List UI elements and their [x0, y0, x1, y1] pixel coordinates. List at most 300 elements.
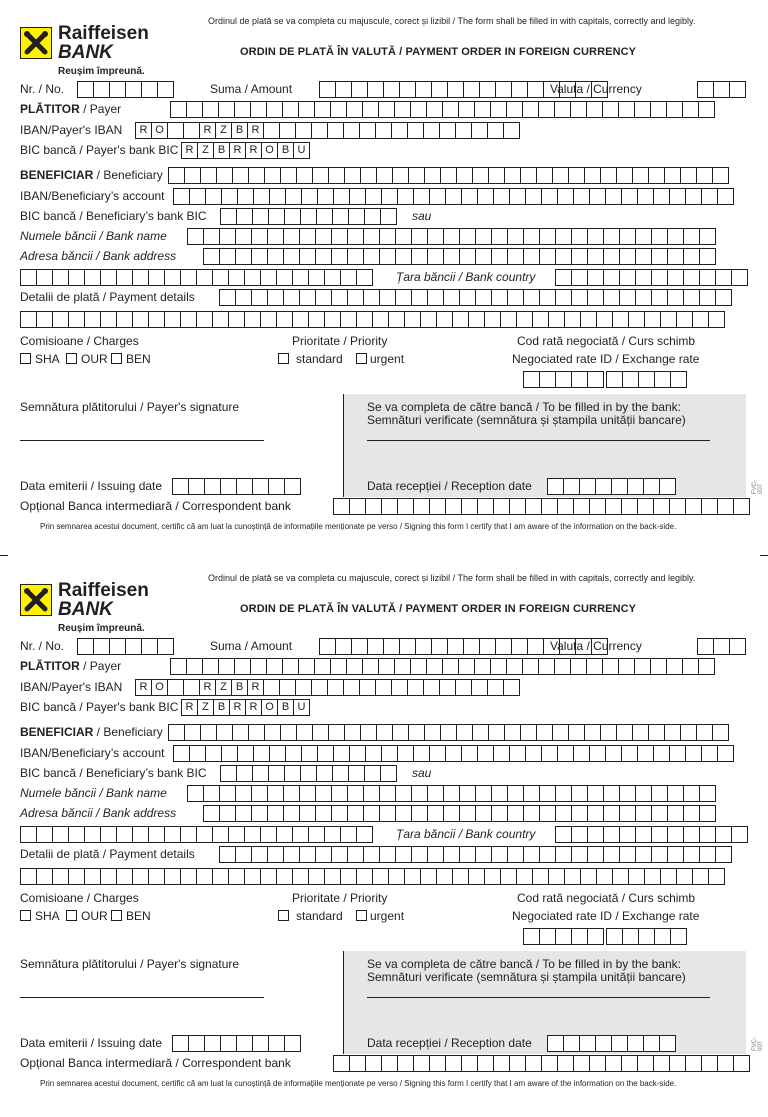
payment-details-line2-field[interactable]: [20, 311, 725, 328]
input-box[interactable]: [589, 745, 606, 762]
input-box[interactable]: [568, 167, 585, 184]
input-box[interactable]: [356, 311, 373, 328]
input-box[interactable]: [532, 311, 549, 328]
input-box[interactable]: [347, 248, 364, 265]
input-box[interactable]: [600, 724, 617, 741]
input-box[interactable]: [315, 805, 332, 822]
charge-our-checkbox[interactable]: [66, 353, 77, 364]
input-box[interactable]: [602, 101, 619, 118]
bank-country-field[interactable]: [555, 269, 748, 286]
input-box[interactable]: [189, 188, 206, 205]
input-box[interactable]: [685, 498, 702, 515]
input-box[interactable]: [504, 167, 521, 184]
input-box[interactable]: [292, 868, 309, 885]
input-box[interactable]: [429, 498, 446, 515]
input-box[interactable]: [420, 311, 437, 328]
input-box[interactable]: [252, 765, 269, 782]
input-box[interactable]: [458, 101, 475, 118]
input-box[interactable]: [300, 765, 317, 782]
priority-urgent-checkbox[interactable]: [356, 353, 367, 364]
input-box[interactable]: [733, 1055, 750, 1072]
input-box[interactable]: [442, 658, 459, 675]
input-box[interactable]: [570, 101, 587, 118]
input-box[interactable]: [603, 826, 620, 843]
input-box[interactable]: [635, 228, 652, 245]
input-box[interactable]: [68, 826, 85, 843]
input-box[interactable]: [267, 289, 284, 306]
input-box[interactable]: [395, 846, 412, 863]
input-box[interactable]: [116, 868, 133, 885]
input-box[interactable]: [555, 371, 572, 388]
input-box[interactable]: [381, 498, 398, 515]
input-box[interactable]: [381, 1055, 398, 1072]
input-box[interactable]: R: [135, 122, 152, 139]
input-box[interactable]: [698, 101, 715, 118]
input-box[interactable]: [507, 785, 524, 802]
input-box[interactable]: [683, 785, 700, 802]
input-box[interactable]: [292, 311, 309, 328]
charge-ben-checkbox[interactable]: [111, 353, 122, 364]
input-box[interactable]: [360, 167, 377, 184]
input-box[interactable]: [267, 248, 284, 265]
input-box[interactable]: [186, 658, 203, 675]
input-box[interactable]: [490, 658, 507, 675]
input-box[interactable]: [536, 724, 553, 741]
payment-details-line2-field[interactable]: [20, 868, 725, 885]
input-box[interactable]: [603, 269, 620, 286]
rate-id-field[interactable]: [523, 371, 604, 388]
input-box[interactable]: [327, 122, 344, 139]
input-box[interactable]: [547, 1035, 564, 1052]
input-box[interactable]: [411, 785, 428, 802]
input-box[interactable]: [263, 679, 280, 696]
input-box[interactable]: [184, 167, 201, 184]
input-box[interactable]: [251, 805, 268, 822]
input-box[interactable]: [635, 846, 652, 863]
input-box[interactable]: [539, 248, 556, 265]
input-box[interactable]: [391, 679, 408, 696]
input-box[interactable]: [511, 638, 528, 655]
input-box[interactable]: [218, 101, 235, 118]
input-box[interactable]: [627, 1035, 644, 1052]
input-box[interactable]: [324, 868, 341, 885]
input-box[interactable]: [391, 122, 408, 139]
input-box[interactable]: [299, 228, 316, 245]
beneficiary-account-field[interactable]: [173, 745, 734, 762]
input-box[interactable]: [539, 928, 556, 945]
input-box[interactable]: [653, 188, 670, 205]
input-box[interactable]: [392, 167, 409, 184]
input-box[interactable]: [699, 269, 716, 286]
input-box[interactable]: [634, 658, 651, 675]
input-box[interactable]: [300, 208, 317, 225]
input-box[interactable]: [557, 1055, 574, 1072]
input-box[interactable]: [525, 1055, 542, 1072]
input-box[interactable]: [252, 1035, 269, 1052]
input-box[interactable]: [218, 658, 235, 675]
input-box[interactable]: [491, 805, 508, 822]
input-box[interactable]: R: [181, 142, 198, 159]
input-box[interactable]: [170, 658, 187, 675]
input-box[interactable]: [621, 498, 638, 515]
input-box[interactable]: [541, 498, 558, 515]
input-box[interactable]: [276, 269, 293, 286]
input-box[interactable]: [427, 289, 444, 306]
input-box[interactable]: [280, 724, 297, 741]
priority-standard-checkbox[interactable]: [278, 353, 289, 364]
input-box[interactable]: [692, 311, 709, 328]
input-box[interactable]: [235, 228, 252, 245]
input-box[interactable]: [172, 1035, 189, 1052]
input-box[interactable]: [269, 188, 286, 205]
input-box[interactable]: B: [213, 142, 230, 159]
input-box[interactable]: [651, 826, 668, 843]
input-box[interactable]: [379, 228, 396, 245]
input-box[interactable]: [621, 745, 638, 762]
input-box[interactable]: [68, 311, 85, 328]
input-box[interactable]: [264, 167, 281, 184]
input-box[interactable]: [411, 289, 428, 306]
input-box[interactable]: [332, 765, 349, 782]
input-box[interactable]: [587, 289, 604, 306]
input-box[interactable]: [429, 1055, 446, 1072]
input-box[interactable]: [116, 826, 133, 843]
input-box[interactable]: [266, 101, 283, 118]
input-box[interactable]: [260, 868, 277, 885]
input-box[interactable]: [344, 167, 361, 184]
input-box[interactable]: [340, 269, 357, 286]
input-box[interactable]: [423, 679, 440, 696]
input-box[interactable]: [682, 658, 699, 675]
correspondent-bank-field[interactable]: [333, 1055, 750, 1072]
input-box[interactable]: [343, 122, 360, 139]
input-box[interactable]: [579, 1035, 596, 1052]
input-box[interactable]: [637, 1055, 654, 1072]
input-box[interactable]: [205, 745, 222, 762]
input-box[interactable]: [279, 122, 296, 139]
beneficiary-field[interactable]: [168, 724, 729, 741]
input-box[interactable]: [279, 679, 296, 696]
input-box[interactable]: [511, 81, 528, 98]
input-box[interactable]: [603, 228, 620, 245]
input-box[interactable]: [541, 745, 558, 762]
input-box[interactable]: [619, 289, 636, 306]
input-box[interactable]: [424, 167, 441, 184]
input-box[interactable]: [628, 868, 645, 885]
nr-field[interactable]: [77, 81, 174, 98]
input-box[interactable]: [395, 228, 412, 245]
input-box[interactable]: [244, 311, 261, 328]
input-box[interactable]: [394, 658, 411, 675]
input-box[interactable]: [600, 167, 617, 184]
input-box[interactable]: [539, 785, 556, 802]
input-box[interactable]: [410, 658, 427, 675]
input-box[interactable]: [148, 826, 165, 843]
input-box[interactable]: [539, 371, 556, 388]
input-box[interactable]: [605, 1055, 622, 1072]
input-box[interactable]: [221, 188, 238, 205]
charge-sha-checkbox[interactable]: [20, 353, 31, 364]
input-box[interactable]: [220, 1035, 237, 1052]
input-box[interactable]: [347, 785, 364, 802]
input-box[interactable]: [236, 208, 253, 225]
input-box[interactable]: [252, 478, 269, 495]
input-box[interactable]: [500, 311, 517, 328]
input-box[interactable]: [637, 745, 654, 762]
input-box[interactable]: [404, 311, 421, 328]
input-box[interactable]: [408, 167, 425, 184]
input-box[interactable]: [186, 101, 203, 118]
input-box[interactable]: [276, 868, 293, 885]
input-box[interactable]: [557, 498, 574, 515]
input-box[interactable]: [315, 228, 332, 245]
input-box[interactable]: [680, 167, 697, 184]
input-box[interactable]: [701, 1055, 718, 1072]
input-box[interactable]: [36, 826, 53, 843]
input-box[interactable]: [539, 805, 556, 822]
beneficiary-field[interactable]: [168, 167, 729, 184]
input-box[interactable]: [579, 478, 596, 495]
input-box[interactable]: [568, 724, 585, 741]
bank-name-field[interactable]: [187, 228, 716, 245]
input-box[interactable]: [164, 269, 181, 286]
input-box[interactable]: [392, 724, 409, 741]
input-box[interactable]: [349, 498, 366, 515]
input-box[interactable]: [713, 81, 730, 98]
input-box[interactable]: [429, 745, 446, 762]
input-box[interactable]: [285, 188, 302, 205]
input-box[interactable]: [667, 269, 684, 286]
input-box[interactable]: [349, 188, 366, 205]
input-box[interactable]: [717, 1055, 734, 1072]
input-box[interactable]: [644, 311, 661, 328]
input-box[interactable]: [301, 745, 318, 762]
input-box[interactable]: [372, 868, 389, 885]
input-box[interactable]: [632, 167, 649, 184]
input-box[interactable]: [557, 745, 574, 762]
input-box[interactable]: [455, 679, 472, 696]
input-box[interactable]: [541, 188, 558, 205]
input-box[interactable]: [170, 101, 187, 118]
charge-ben-checkbox[interactable]: [111, 910, 122, 921]
input-box[interactable]: [696, 724, 713, 741]
input-box[interactable]: [379, 248, 396, 265]
input-box[interactable]: [20, 826, 37, 843]
input-box[interactable]: [685, 188, 702, 205]
input-box[interactable]: [555, 846, 572, 863]
input-box[interactable]: [380, 208, 397, 225]
input-box[interactable]: [167, 679, 184, 696]
input-box[interactable]: [459, 785, 476, 802]
input-box[interactable]: [260, 311, 277, 328]
input-box[interactable]: [654, 371, 671, 388]
input-box[interactable]: [260, 826, 277, 843]
input-box[interactable]: [413, 1055, 430, 1072]
input-box[interactable]: [479, 638, 496, 655]
input-box[interactable]: [477, 1055, 494, 1072]
input-box[interactable]: [375, 679, 392, 696]
input-box[interactable]: [488, 167, 505, 184]
input-box[interactable]: [603, 805, 620, 822]
input-box[interactable]: [520, 724, 537, 741]
input-box[interactable]: [362, 658, 379, 675]
input-box[interactable]: [431, 81, 448, 98]
input-box[interactable]: [439, 122, 456, 139]
input-box[interactable]: [491, 846, 508, 863]
input-box[interactable]: [443, 785, 460, 802]
charge-our-checkbox[interactable]: [66, 910, 77, 921]
input-box[interactable]: [651, 269, 668, 286]
nr-field[interactable]: [77, 638, 174, 655]
input-box[interactable]: [296, 167, 313, 184]
input-box[interactable]: [252, 208, 269, 225]
input-box[interactable]: [328, 724, 345, 741]
input-box[interactable]: [699, 248, 716, 265]
input-box[interactable]: [488, 724, 505, 741]
input-box[interactable]: R: [247, 122, 264, 139]
input-box[interactable]: [250, 658, 267, 675]
bank-address-line2-field[interactable]: [20, 269, 373, 286]
input-box[interactable]: [324, 826, 341, 843]
input-box[interactable]: [244, 868, 261, 885]
input-box[interactable]: [344, 724, 361, 741]
input-box[interactable]: [253, 745, 270, 762]
input-box[interactable]: [196, 826, 213, 843]
input-box[interactable]: [715, 826, 732, 843]
input-box[interactable]: [351, 638, 368, 655]
input-box[interactable]: [295, 122, 312, 139]
input-box[interactable]: [589, 498, 606, 515]
input-box[interactable]: [536, 167, 553, 184]
input-box[interactable]: [349, 745, 366, 762]
input-box[interactable]: O: [151, 122, 168, 139]
input-box[interactable]: [447, 81, 464, 98]
input-box[interactable]: [487, 122, 504, 139]
input-box[interactable]: [268, 208, 285, 225]
input-box[interactable]: [188, 1035, 205, 1052]
input-box[interactable]: [220, 478, 237, 495]
input-box[interactable]: [68, 868, 85, 885]
payer-field[interactable]: [170, 658, 715, 675]
input-box[interactable]: [200, 724, 217, 741]
payer-iban-field[interactable]: [135, 679, 520, 696]
input-box[interactable]: [316, 765, 333, 782]
beneficiary-account-field[interactable]: [173, 188, 734, 205]
input-box[interactable]: [251, 248, 268, 265]
input-box[interactable]: [447, 638, 464, 655]
input-box[interactable]: [475, 805, 492, 822]
input-box[interactable]: [651, 289, 668, 306]
input-box[interactable]: [475, 228, 492, 245]
input-box[interactable]: [571, 805, 588, 822]
input-box[interactable]: [397, 1055, 414, 1072]
input-box[interactable]: [346, 101, 363, 118]
input-box[interactable]: [463, 638, 480, 655]
input-box[interactable]: [491, 248, 508, 265]
input-box[interactable]: [20, 311, 37, 328]
input-box[interactable]: [109, 81, 126, 98]
input-box[interactable]: [468, 311, 485, 328]
input-box[interactable]: [292, 826, 309, 843]
input-box[interactable]: B: [231, 122, 248, 139]
input-box[interactable]: [443, 805, 460, 822]
input-box[interactable]: [316, 208, 333, 225]
input-box[interactable]: [84, 269, 101, 286]
input-box[interactable]: [423, 122, 440, 139]
input-box[interactable]: [397, 188, 414, 205]
input-box[interactable]: [717, 498, 734, 515]
input-box[interactable]: [603, 846, 620, 863]
input-box[interactable]: [407, 122, 424, 139]
input-box[interactable]: [394, 101, 411, 118]
input-box[interactable]: [666, 658, 683, 675]
input-box[interactable]: [235, 805, 252, 822]
input-box[interactable]: [363, 289, 380, 306]
input-box[interactable]: [388, 311, 405, 328]
input-box[interactable]: [264, 724, 281, 741]
input-box[interactable]: [411, 228, 428, 245]
input-box[interactable]: [77, 81, 94, 98]
input-box[interactable]: [395, 805, 412, 822]
input-box[interactable]: [638, 928, 655, 945]
input-box[interactable]: [571, 248, 588, 265]
input-box[interactable]: [616, 724, 633, 741]
input-box[interactable]: [349, 1055, 366, 1072]
priority-urgent-checkbox[interactable]: [356, 910, 367, 921]
input-box[interactable]: [235, 289, 252, 306]
input-box[interactable]: [348, 208, 365, 225]
input-box[interactable]: [509, 1055, 526, 1072]
input-box[interactable]: [504, 724, 521, 741]
input-box[interactable]: [219, 228, 236, 245]
input-box[interactable]: [507, 248, 524, 265]
input-box[interactable]: [364, 208, 381, 225]
input-box[interactable]: [319, 638, 336, 655]
input-box[interactable]: [622, 371, 639, 388]
input-box[interactable]: [580, 311, 597, 328]
input-box[interactable]: [232, 724, 249, 741]
input-box[interactable]: [715, 269, 732, 286]
input-box[interactable]: [234, 658, 251, 675]
input-box[interactable]: [564, 311, 581, 328]
input-box[interactable]: [461, 1055, 478, 1072]
input-box[interactable]: [493, 188, 510, 205]
input-box[interactable]: [471, 122, 488, 139]
input-box[interactable]: [266, 658, 283, 675]
input-box[interactable]: [650, 658, 667, 675]
input-box[interactable]: [509, 188, 526, 205]
input-box[interactable]: [587, 846, 604, 863]
input-box[interactable]: [379, 785, 396, 802]
input-box[interactable]: [459, 248, 476, 265]
input-box[interactable]: [187, 228, 204, 245]
input-box[interactable]: [383, 638, 400, 655]
input-box[interactable]: [491, 289, 508, 306]
input-box[interactable]: R: [199, 679, 216, 696]
input-box[interactable]: [506, 658, 523, 675]
input-box[interactable]: [683, 269, 700, 286]
input-box[interactable]: O: [151, 679, 168, 696]
input-box[interactable]: [372, 311, 389, 328]
input-box[interactable]: [733, 498, 750, 515]
input-box[interactable]: [564, 868, 581, 885]
input-box[interactable]: [439, 679, 456, 696]
input-box[interactable]: [667, 228, 684, 245]
input-box[interactable]: [621, 188, 638, 205]
input-box[interactable]: [603, 785, 620, 802]
input-box[interactable]: [548, 311, 565, 328]
input-box[interactable]: [308, 826, 325, 843]
